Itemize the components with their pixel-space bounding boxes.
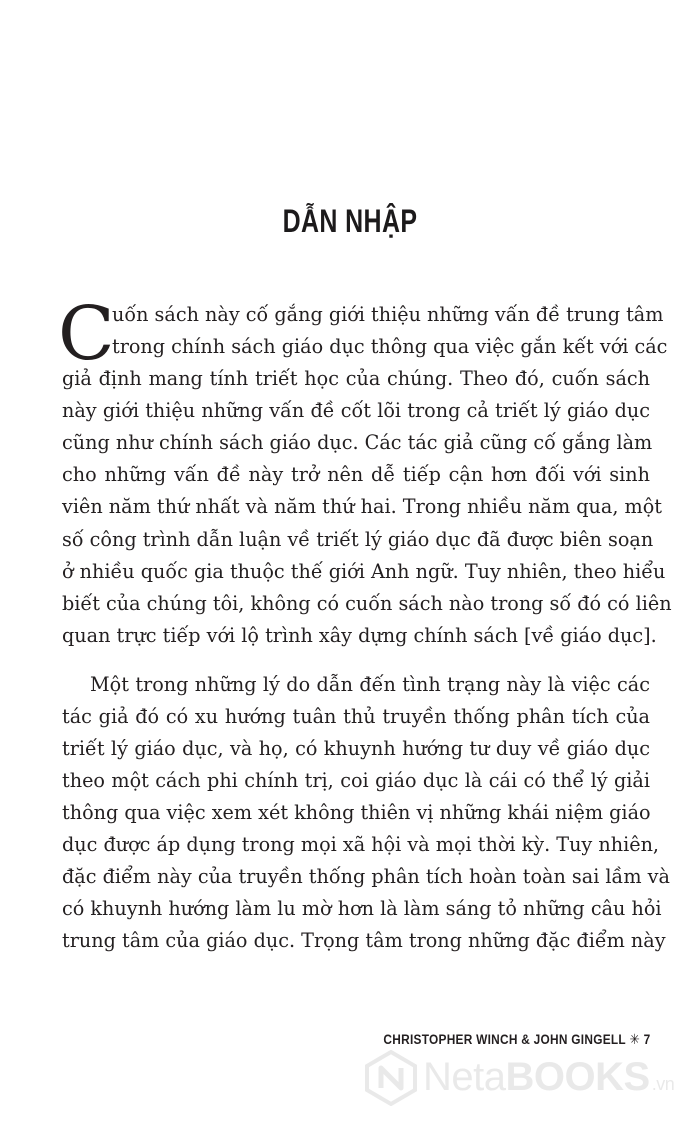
text-line: triết lý giáo dục, và họ, có khuynh hướng tư duy về giáo dục <box>62 737 650 760</box>
text-line: này giới thiệu những vấn đề cốt lõi trong cả triết lý giáo dục <box>62 399 650 422</box>
text-line: Một trong những lý do dẫn đến tình trạng này là việc các <box>90 673 650 696</box>
text-line: uốn sách này cố gắng giới thiệu những vấn đề trung tâm <box>112 303 664 326</box>
text-line: biết của chúng tôi, không có cuốn sách nào trong số đó có liên <box>62 592 672 615</box>
text-line: tác giả đó có xu hướng tuân thủ truyền thống phân tích của <box>62 705 650 728</box>
text-line: đặc điểm này của truyền thống phân tích hoàn toàn sai lầm và <box>62 865 670 888</box>
text-line: theo một cách phi chính trị, coi giáo dục là cái có thể lý giải <box>62 769 650 792</box>
netabooks-watermark <box>363 1050 683 1106</box>
page-number: 7 <box>643 1032 650 1047</box>
footer-authors: CHRISTOPHER WINCH & JOHN GINGELL <box>382 1032 626 1047</box>
text-line: trong chính sách giáo dục thông qua việc gắn kết với các <box>112 335 668 358</box>
text-line: dục được áp dụng trong mọi xã hội và mọi thời kỳ. Tuy nhiên, <box>62 833 660 856</box>
text-line: viên năm thứ nhất và năm thứ hai. Trong nhiều năm qua, một <box>62 495 663 518</box>
watermark-text: NetaBOOKS .vn <box>423 1055 675 1099</box>
text-line: trung tâm của giáo dục. Trọng tâm trong những đặc điểm này <box>62 929 666 952</box>
text-line: số công trình dẫn luận về triết lý giáo dục đã được biên soạn <box>62 528 654 551</box>
asterisk-icon: ✳ <box>629 1031 640 1047</box>
drop-cap: C <box>58 291 115 377</box>
text-line: quan trực tiếp với lộ trình xây dựng chính sách [về giáo dục]. <box>62 624 657 647</box>
netabooks-logo-icon <box>363 1050 419 1106</box>
text-line: thông qua việc xem xét không thiên vị những khái niệm giáo <box>62 801 651 824</box>
text-line: có khuynh hướng làm lu mờ hơn là làm sáng tỏ những câu hỏi <box>62 897 662 920</box>
text-line: cho những vấn đề này trở nên dễ tiếp cận hơn đối với sinh <box>62 463 650 486</box>
text-line: giả định mang tính triết học của chúng. Theo đó, cuốn sách <box>62 367 650 390</box>
text-line: cũng như chính sách giáo dục. Các tác giả cũng cố gắng làm <box>62 431 653 454</box>
text-line: ở nhiều quốc gia thuộc thế giới Anh ngữ. Tuy nhiên, theo hiểu <box>62 560 666 583</box>
page-footer <box>383 1031 650 1048</box>
chapter-title: DẪN NHẬP <box>282 203 418 239</box>
